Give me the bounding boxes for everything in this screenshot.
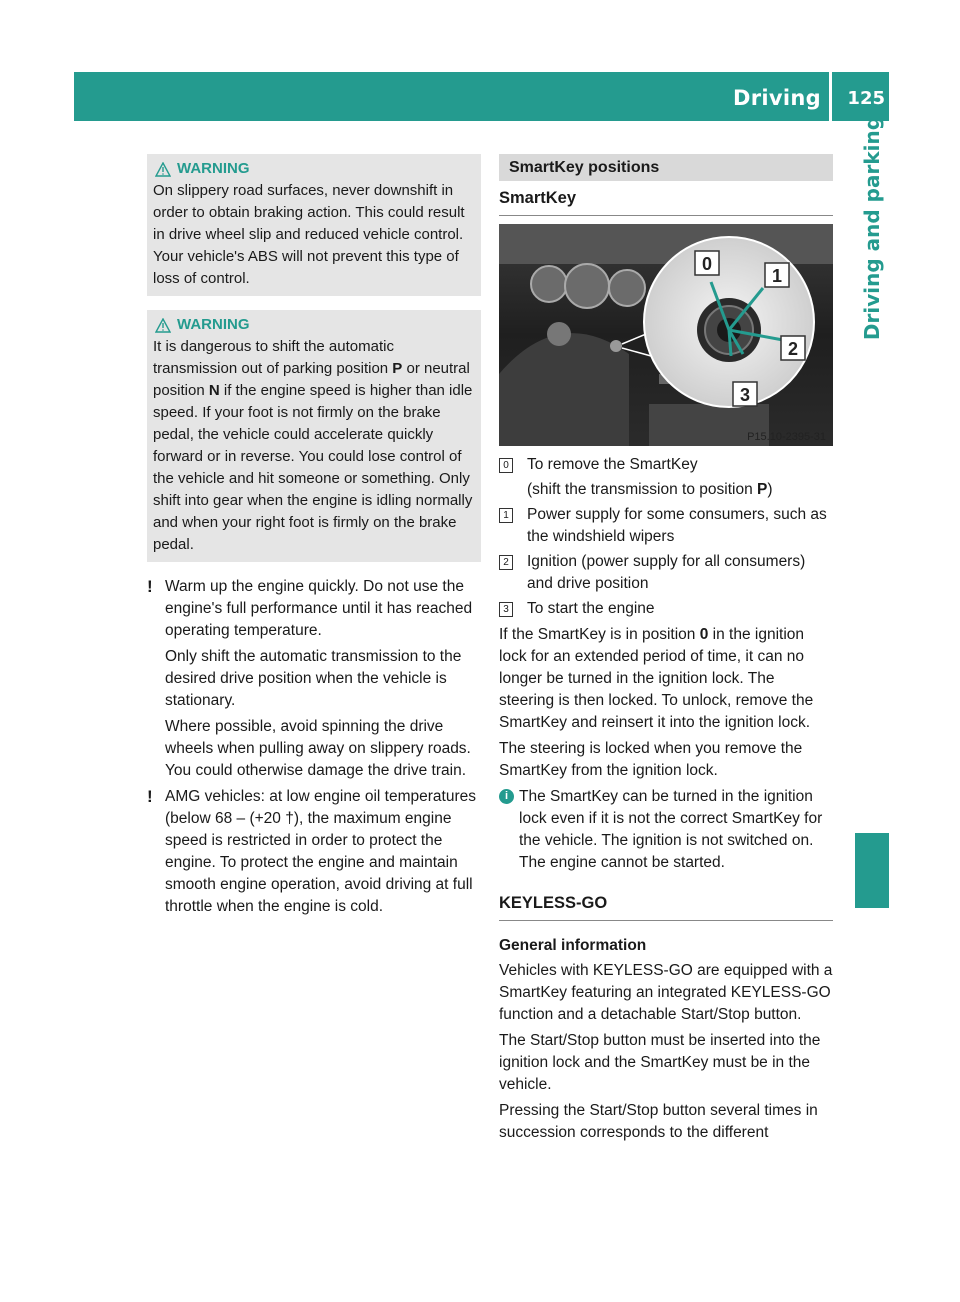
chapter-title: Driving xyxy=(733,86,821,110)
position-extra-text: ) xyxy=(767,481,773,498)
warning-text-part: It is dangerous to shift the automatic transmission out of parking position xyxy=(153,338,394,377)
position-badge: 0 xyxy=(499,458,513,473)
note-paragraph: Where possible, avoid spinning the drive wheels when pulling away on slippery roads. You could otherwise damage the drive train. xyxy=(165,718,471,779)
section-heading: KEYLESS-GO xyxy=(499,892,833,921)
subsection-heading: SmartKey xyxy=(499,187,833,216)
section-side-label: Driving and parking xyxy=(860,115,884,341)
ignition-lock-illustration xyxy=(499,224,833,446)
warning-title: WARNING xyxy=(177,316,250,333)
info-note xyxy=(499,786,833,874)
header-bar xyxy=(74,72,889,121)
warning-text-part: or neutral position xyxy=(153,360,470,399)
position-p: P xyxy=(757,481,768,498)
left-column xyxy=(147,154,481,922)
position-badge: 1 xyxy=(499,508,513,523)
position-label-1: 1 xyxy=(771,266,783,286)
position-label-2: 2 xyxy=(787,339,799,359)
side-tab-marker xyxy=(855,833,889,908)
position-extra xyxy=(527,479,833,501)
page-number: 125 xyxy=(847,88,885,109)
warning-text xyxy=(153,336,475,556)
note-paragraph: Only shift the automatic transmission to the desired drive position when the vehicle is stationary. xyxy=(165,648,462,709)
body-paragraph: The Start/Stop button must be inserted into the ignition lock and the SmartKey must be in the vehicle. xyxy=(499,1032,821,1093)
position-text: Ignition (power supply for all consumers) and drive position xyxy=(527,553,806,592)
subsection-heading: General information xyxy=(499,937,647,954)
smartkey-figure xyxy=(499,224,833,446)
warning-heading xyxy=(153,158,475,180)
header-divider xyxy=(829,72,832,121)
position-list xyxy=(499,454,833,620)
note-paragraph: Warm up the engine quickly. Do not use the engine's full performance until it has reached operating temperature. xyxy=(165,578,473,639)
warning-heading xyxy=(153,314,475,336)
body-text: If the SmartKey is in position xyxy=(499,626,700,643)
body-paragraph: Vehicles with KEYLESS-GO are equipped with a SmartKey featuring an integrated KEYLESS-GO function and a detachable Start/Stop button. xyxy=(499,962,833,1023)
position-p: P xyxy=(392,360,403,377)
info-icon: i xyxy=(499,789,514,804)
right-column xyxy=(499,154,833,1148)
warning-box xyxy=(147,154,481,296)
caution-note xyxy=(147,576,481,782)
body-paragraph: Pressing the Start/Stop button several times in succession corresponds to the different xyxy=(499,1102,818,1141)
position-n: N xyxy=(208,382,220,399)
warning-box xyxy=(147,310,481,562)
position-badge: 3 xyxy=(499,602,513,617)
warning-text-part: if the engine speed is higher than idle speed. If your foot is not firmly on the brake pedal, the vehicle could accelerate quickly forward or in reverse. You could lose control of the vehicle and hit someone or something. Only shift into gear when the engine is idling normally and when your right foot is firmly on the brake pedal. xyxy=(153,382,473,553)
position-text: To start the engine xyxy=(527,600,655,617)
position-extra-text: (shift the transmission to position xyxy=(527,481,758,498)
warning-title: WARNING xyxy=(177,160,250,177)
exclamation-icon: ! xyxy=(147,787,153,806)
caution-note xyxy=(147,786,481,918)
info-text: The SmartKey can be turned in the ignition lock even if it is not the correct SmartKey for the vehicle. The ignition is not switched on. The engine cannot be started. xyxy=(519,788,823,871)
position-text: To remove the SmartKey xyxy=(527,456,698,473)
position-label-0: 0 xyxy=(701,254,713,274)
body-paragraph: The steering is locked when you remove the SmartKey from the ignition lock. xyxy=(499,740,803,779)
position-label-3: 3 xyxy=(739,385,751,405)
section-heading: SmartKey positions xyxy=(499,154,833,181)
body-text: in the ignition lock for an extended period of time, it can no longer be turned in the ignition lock. The steering is then locked. To unlock, remove the SmartKey and reinsert it into the ignition lock. xyxy=(499,626,814,731)
position-0: 0 xyxy=(699,626,709,643)
figure-caption: P15.10-2395-31 xyxy=(747,431,826,443)
body-paragraph xyxy=(499,624,833,734)
warning-text: On slippery road surfaces, never downshift in order to obtain braking action. This could result in drive wheel slip and reduced vehicle control. Your vehicle's ABS will not prevent this type of loss of control. xyxy=(153,182,465,287)
exclamation-icon: ! xyxy=(147,577,153,596)
position-badge: 2 xyxy=(499,555,513,570)
position-item xyxy=(499,598,833,620)
warning-triangle-icon xyxy=(155,318,171,333)
position-text: Power supply for some consumers, such as the windshield wipers xyxy=(527,506,827,545)
warning-triangle-icon xyxy=(155,162,171,177)
note-paragraph: AMG vehicles: at low engine oil temperatures (below 68 ‒ (+20 †), the maximum engine speed is restricted in order to protect the engine. To protect the engine and maintain smooth engine operation, avoid driving at full throttle when the engine is cold. xyxy=(165,788,477,915)
position-item xyxy=(499,504,833,548)
position-item xyxy=(499,551,833,595)
position-item xyxy=(499,454,833,501)
